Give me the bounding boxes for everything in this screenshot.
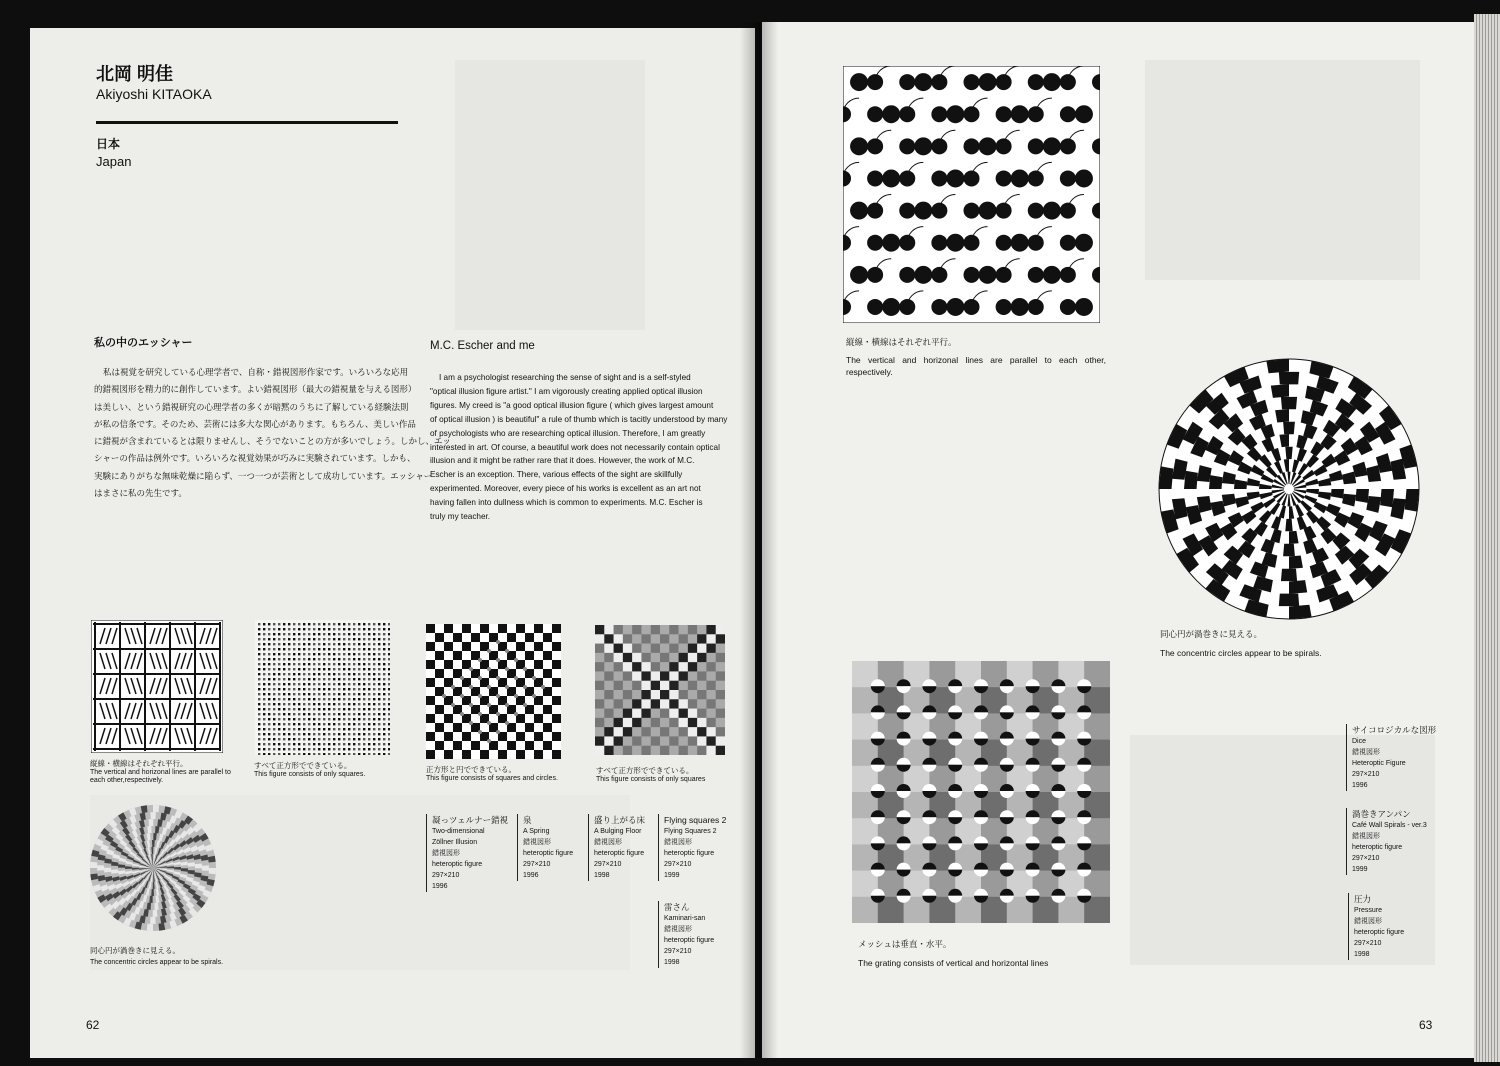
work-line: heteroptic figure (664, 937, 715, 944)
caption-en: This figure consists of only squares (596, 776, 706, 783)
work-line: 1996 (1352, 782, 1368, 789)
essay-line: シャーの作品は例外です。いろいろな視覚効果が巧みに実験されています。しかも、 (94, 453, 416, 464)
work-line: 錯視図形 (594, 839, 622, 846)
work-line: 錯視図形 (1352, 833, 1380, 840)
show-through-panel (1145, 60, 1420, 280)
work-meta-spring (517, 814, 573, 881)
work-line: 297×210 (432, 872, 460, 879)
work-line: Café Wall Spirals - ver.3 (1352, 822, 1427, 829)
caption-en: The vertical and horizonal lines are parallel to each other, respectively. (846, 355, 1106, 377)
work-line: 錯視図形 (1352, 749, 1380, 756)
work-title: 凝っツェルナー錯視 (432, 815, 509, 825)
work-title: サイコロジカルな図形 (1352, 725, 1437, 735)
caption-2 (254, 760, 404, 779)
work-line: Kaminari-san (664, 915, 706, 922)
caption-4 (596, 765, 726, 784)
caption-3 (426, 764, 586, 783)
essay-line: truly my teacher. (430, 512, 491, 522)
work-line: 1998 (1354, 951, 1370, 958)
dice-figure (843, 66, 1100, 323)
work-line: heteroptic figure (432, 861, 483, 868)
work-meta-bulging-floor (588, 814, 645, 881)
bulging-floor-figure (426, 624, 561, 759)
caption-jp: すべて正方形でできている。 (254, 761, 352, 770)
artist-name-jp: 北岡 明佳 (96, 64, 174, 84)
essay-line: はまさに私の先生です。 (94, 488, 187, 499)
essay-line: 実験にありがちな無味乾燥に陥らず、一つ一つが芸術として成功しています。エッシャー (94, 470, 433, 481)
work-meta-pressure (1348, 893, 1404, 960)
caption-jp: 正方形と円でできている。 (426, 765, 516, 774)
work-line: 297×210 (664, 861, 692, 868)
essay-line: Escher is an exception. There, various effects of the sight are skillfully (430, 470, 683, 480)
work-line: Pressure (1354, 907, 1383, 914)
essay-line: having fallen into dullness which is common to experiments. M.C. Escher is (430, 498, 703, 508)
work-title: Flying squares 2 (664, 815, 727, 825)
work-line: 1996 (523, 872, 539, 879)
work-line: heteroptic figure (594, 850, 645, 857)
work-meta-cafe-wall-spirals (1346, 808, 1427, 875)
work-line: 錯視図形 (523, 839, 551, 846)
book-gutter (740, 22, 778, 1058)
work-line: 錯視図形 (1354, 918, 1382, 925)
work-line: heteroptic figure (523, 850, 574, 857)
work-meta-flying-squares (658, 814, 726, 881)
caption-en: The concentric circles appear to be spirals. (1160, 648, 1322, 658)
work-title: 圧力 (1354, 894, 1372, 904)
work-line: heteroptic figure (1352, 844, 1403, 851)
zollner-illusion-figure (91, 620, 223, 753)
essay-line: experimented. Moreover, every piece of his works is excellent as an art not (430, 484, 701, 494)
work-line: 1998 (594, 872, 610, 879)
caption-jp: 同心円が渦巻きに見える。 (90, 946, 180, 955)
work-meta-zollner (426, 814, 508, 892)
work-meta-kaminari-san (658, 901, 714, 968)
work-line: 297×210 (1352, 771, 1380, 778)
caption-jp: 縦線・横線はそれぞれ平行。 (846, 337, 957, 347)
work-line: 1999 (1352, 866, 1368, 873)
work-line: 錯視図形 (664, 839, 692, 846)
essay-line: が私の信条です。そのため、芸術には多大な関心があります。もちろん、美しい作品 (94, 418, 416, 429)
essay-line: illusion and it might be rather rare that it does. However, the work of M.C. (430, 456, 695, 466)
page-number-left: 62 (86, 1018, 100, 1032)
work-line: 297×210 (1354, 940, 1382, 947)
work-line: 297×210 (1352, 855, 1380, 862)
essay-line: 的錯視図形を精力的に創作しています。よい錯視図形（最大の錯視量を与える図形） (94, 384, 417, 395)
essay-line: of optical illusion ) is beautiful" a rule of thumb which is tacitly understood by many (430, 414, 728, 424)
artist-name-en: Akiyoshi KITAOKA (96, 86, 212, 102)
essay-line: に錯視が含まれているとは限りませんし、そうでないことの方が多いでしょう。しかし、エッ (94, 436, 451, 447)
essay-jp-title: 私の中のエッシャー (94, 337, 193, 349)
spring-figure (255, 620, 390, 755)
caption-pressure (858, 938, 1118, 968)
essay-line: figures. My creed is "a good optical illusion figure ( which gives largest amount (430, 400, 714, 410)
work-line: 297×210 (523, 861, 551, 868)
work-line: 1999 (664, 872, 680, 879)
work-line: heteroptic figure (664, 850, 715, 857)
caption-jp: すべて正方形でできている。 (596, 766, 694, 775)
country-jp: 日本 (96, 137, 121, 151)
work-line: Dice (1352, 738, 1367, 745)
caption-en: The grating consists of vertical and horizontal lines (858, 958, 1049, 968)
work-line: Two-dimensional (432, 828, 485, 835)
work-line: Heteroptic Figure (1352, 760, 1406, 767)
essay-en-body (430, 371, 728, 524)
work-line: 1996 (432, 883, 448, 890)
caption-en: This figure consists of squares and circles. (426, 775, 558, 782)
caption-jp: 縦線・横線はそれぞれ平行。 (90, 759, 188, 768)
work-line: 1998 (664, 959, 680, 966)
essay-line: "optical illusion figure artist." I am vigorously creating applied optical illusion (430, 386, 703, 396)
caption-jp: メッシュは垂直・水平。 (858, 939, 952, 949)
cafe-wall-spirals-figure (1158, 358, 1420, 620)
work-meta-dice (1346, 724, 1436, 791)
page-edges (1474, 14, 1500, 1062)
work-title: 泉 (523, 815, 532, 825)
flying-squares-figure (595, 625, 725, 755)
work-line: 297×210 (664, 948, 692, 955)
caption-jp: 同心円が渦巻きに見える。 (1160, 629, 1263, 639)
country-en: Japan (96, 154, 132, 169)
work-title: 渦巻きアンパン (1352, 809, 1411, 819)
work-line: A Bulging Floor (594, 828, 642, 835)
essay-en-title: M.C. Escher and me (430, 340, 535, 352)
work-line: 錯視図形 (432, 850, 460, 857)
essay-jp-body (94, 364, 451, 502)
work-line: A Spring (523, 828, 550, 835)
kaminari-san-figure (88, 802, 218, 934)
work-line: heteroptic figure (1354, 929, 1405, 936)
caption-en: This figure consists of only squares. (254, 771, 366, 778)
work-line: 錯視図形 (664, 926, 692, 933)
work-title: 雷さん (664, 902, 690, 912)
essay-line: I am a psychologist researching the sense of sight and is a self-styled (439, 373, 691, 382)
show-through-panel (455, 60, 645, 330)
work-line: 297×210 (594, 861, 622, 868)
essay-line: of psychologists who are researching optical illusion. Therefore, I am greatly (430, 428, 706, 438)
caption-en: The concentric circles appear to be spirals. (90, 959, 224, 966)
essay-line: は美しい、という錯視研究の心理学者の多くが暗黙のうちに了解している経験法則 (94, 401, 409, 412)
caption-1 (90, 758, 240, 785)
pressure-figure (852, 661, 1110, 923)
caption-spiral (1160, 628, 1420, 658)
work-line: Flying Squares 2 (664, 828, 717, 835)
caption-en: The vertical and horizonal lines are parallel to each other,respectively. (90, 769, 231, 784)
header-rule (96, 121, 398, 124)
essay-line: 私は視覚を研究している心理学者で、自称・錯視図形作家です。いろいろな応用 (103, 367, 409, 377)
work-title: 盛り上がる床 (594, 815, 646, 825)
caption-5 (90, 945, 290, 967)
essay-line: interested in art. Of course, a beautiful work does not necessarily contain optical (430, 442, 720, 452)
page-number-right: 63 (1419, 1018, 1433, 1032)
caption-dice (846, 336, 1106, 378)
work-line: Zöllner Illusion (432, 839, 478, 846)
